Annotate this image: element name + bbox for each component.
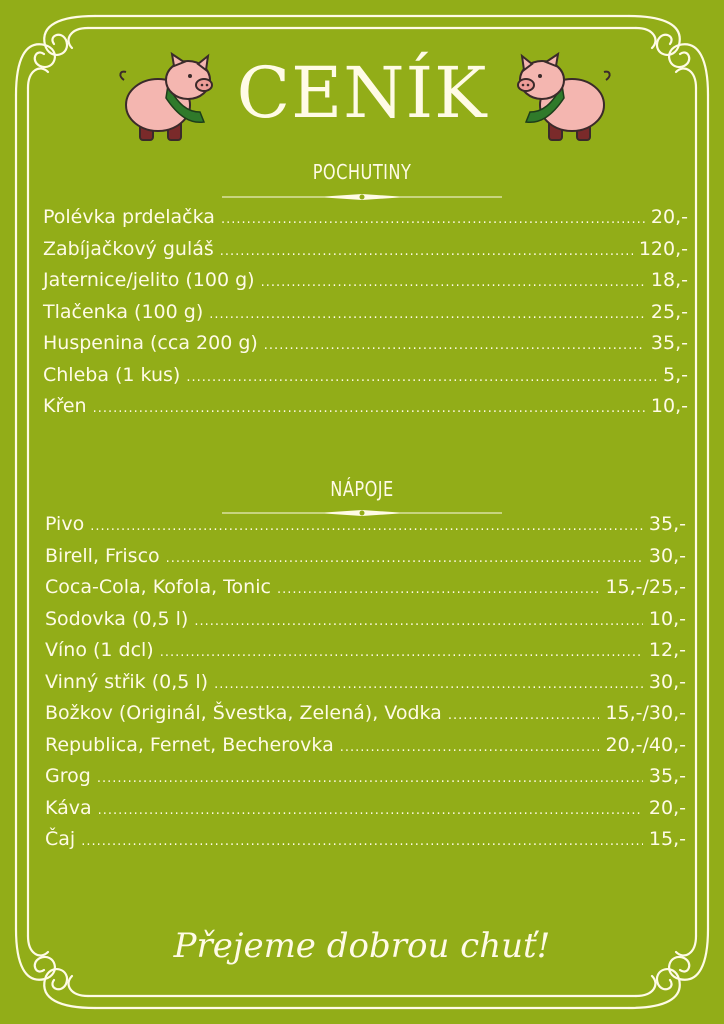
page-title: CENÍK bbox=[236, 52, 488, 134]
footer-greeting: Přejeme dobrou chuť! bbox=[173, 926, 551, 966]
menu-item: Káva ..... 20,- bbox=[45, 797, 686, 829]
menu-list-pochutiny bbox=[43, 206, 688, 427]
menu-item: Huspenina (cca 200 g) ..... 35,- bbox=[43, 332, 688, 364]
menu-item: Tlačenka (100 g) ..... 25,- bbox=[43, 301, 688, 333]
menu-item: Pivo ..... 35,- bbox=[45, 513, 686, 545]
menu-item: Grog ..... 35,- bbox=[45, 765, 686, 797]
menu-list-napoje bbox=[45, 513, 686, 860]
menu-item: Sodovka (0,5 l) ..... 10,- bbox=[45, 608, 686, 640]
menu-item: Vinný střik (0,5 l) ..... 30,- bbox=[45, 671, 686, 703]
menu-item: Chleba (1 kus) ..... 5,- bbox=[43, 364, 688, 396]
menu-item: Zabíjačkový guláš ..... 120,- bbox=[43, 238, 688, 270]
menu-item: Polévka prdelačka ..... 20,- bbox=[43, 206, 688, 238]
menu-item: Čaj ..... 15,- bbox=[45, 828, 686, 860]
menu-item: Republica, Fernet, Becherovka ..... 20,-/40,- bbox=[45, 734, 686, 766]
section-title-pochutiny: POCHUTINY bbox=[312, 160, 412, 184]
menu-item: Božkov (Originál, Švestka, Zelená), Vodka ..... 15,-/30,- bbox=[45, 702, 686, 734]
section-title-napoje: NÁPOJE bbox=[330, 477, 394, 501]
menu-item: Birell, Frisco ..... 30,- bbox=[45, 545, 686, 577]
menu-item: Jaternice/jelito (100 g) ..... 18,- bbox=[43, 269, 688, 301]
menu-item: Víno (1 dcl) ..... 12,- bbox=[45, 639, 686, 671]
menu-item: Coca-Cola, Kofola, Tonic ..... 15,-/25,- bbox=[45, 576, 686, 608]
menu-item: Křen ..... 10,- bbox=[43, 395, 688, 427]
section-divider bbox=[222, 192, 502, 202]
